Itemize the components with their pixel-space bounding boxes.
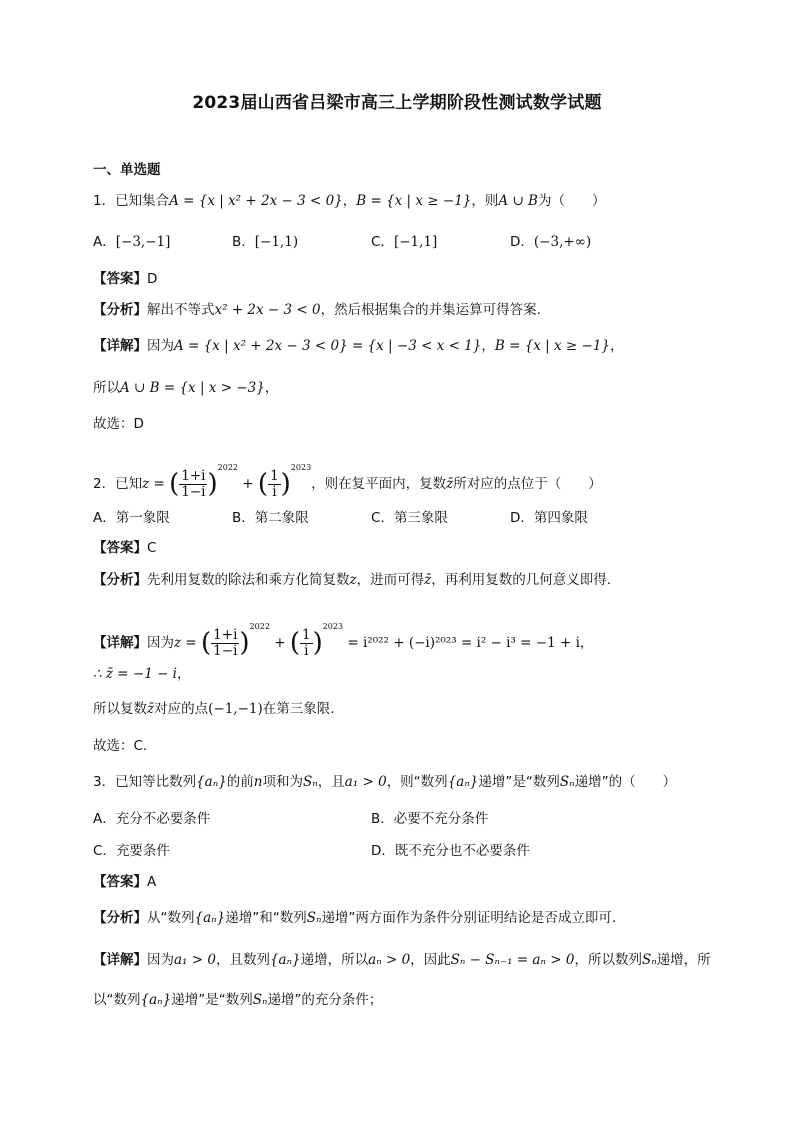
q2-option-a: A．第一象限	[93, 510, 170, 526]
q3-answer: 【答案】A	[93, 874, 157, 890]
q2-conjugate: ∴ z̄ = −1 − i，	[93, 666, 191, 682]
q2-option-c: C．第三象限	[371, 510, 448, 526]
q2-stem: 2．已知z = ( $\frac{1+i}{1-i}$ )$^{2022}$ + ( $\frac{1}{i}$ )$^{2023}$，则在复平面内，复数z̄所对应的点位于（ ）	[93, 463, 602, 500]
q3-option-d: D．既不充分也不必要条件	[371, 843, 530, 859]
q1-analysis: 【分析】解出不等式x² + 2x − 3 < 0，然后根据集合的并集运算可得答案.	[93, 302, 541, 318]
q3-stem: 3．已知等比数列{aₙ}的前n项和为Sₙ，且a₁ > 0，则“数列{aₙ}递增”是“数列Sₙ递增”的（ ）	[93, 774, 677, 790]
q1-option-d: D．(−3,+∞)	[510, 234, 592, 250]
q1-choice: 故选：D	[93, 416, 144, 432]
q1-stem: 1．已知集合A = {x | x² + 2x − 3 < 0}，B = {x | x ≥ −1}，则A ∪ B为（ ）	[93, 193, 606, 209]
q2-analysis: 【分析】先利用复数的除法和乘方化简复数z，进而可得z̄，再利用复数的几何意义即得.	[93, 572, 612, 588]
section-heading: 一、单选题	[93, 162, 161, 178]
q1-option-a: A．[−3,−1]	[93, 234, 171, 250]
q2-choice: 故选：C.	[93, 738, 148, 754]
q1-union-result: 所以A ∪ B = {x | x > −3}，	[93, 380, 279, 396]
q3-option-a: A．充分不必要条件	[93, 811, 211, 827]
q3-analysis: 【分析】从“数列{aₙ}递增”和“数列Sₙ递增”两方面作为条件分别证明结论是否成立即可.	[93, 910, 617, 926]
q3-detail: 【详解】因为a₁ > 0，且数列{aₙ}递增，所以aₙ > 0，因此Sₙ − Sₙ₋₁ = aₙ > 0，所以数列Sₙ递增，所	[93, 952, 711, 968]
q2-option-b: B．第二象限	[232, 510, 309, 526]
q1-answer: 【答案】D	[93, 271, 158, 287]
page-title: 2023届山西省吕梁市高三上学期阶段性测试数学试题	[192, 93, 602, 113]
q2-detail: 【详解】因为z = ( $\frac{1+i}{1-i}$ )$^{2022}$ + ( $\frac{1}{i}$ )$^{2023}$ = i²⁰²² + (−i)²⁰²³ = i² − i³ = −1 + i，	[93, 622, 594, 659]
q3-option-b: B．必要不充分条件	[371, 811, 489, 827]
q1-option-b: B．[−1,1)	[232, 234, 299, 250]
q3-option-c: C．充要条件	[93, 843, 170, 859]
q2-quadrant: 所以复数z̄对应的点(−1,−1)在第三象限.	[93, 701, 335, 717]
q1-detail: 【详解】因为A = {x | x² + 2x − 3 < 0} = {x | −3 < x < 1}，B = {x | x ≥ −1}，	[93, 338, 624, 354]
q3-detail-cont: 以“数列{aₙ}递增”是“数列Sₙ递增”的充分条件；	[93, 992, 383, 1008]
q2-answer: 【答案】C	[93, 540, 157, 556]
q1-option-c: C．[−1,1]	[371, 234, 438, 250]
q2-option-d: D．第四象限	[510, 510, 588, 526]
